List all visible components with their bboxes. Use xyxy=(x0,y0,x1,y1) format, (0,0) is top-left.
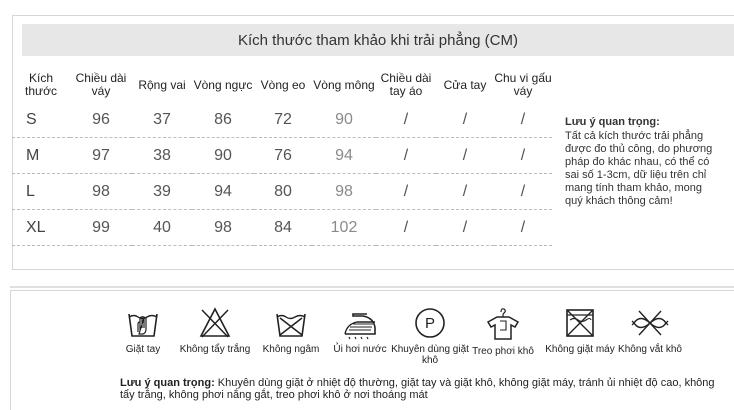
table-cell: 90 xyxy=(312,102,376,138)
table-cell: / xyxy=(436,210,494,246)
table-cell: 86 xyxy=(192,102,254,138)
table-cell: / xyxy=(436,138,494,174)
svg-text:P: P xyxy=(424,315,436,332)
care-item xyxy=(610,306,690,355)
measurement-note-text: Tất cả kích thước trải phẳng được đo thủ công, do phương pháp đo khác nhau, có thể có sai số 1-3cm, dữ liệu trên chỉ mang tính tham khảo, mong quý khách thông cảm! xyxy=(565,130,713,207)
care-item xyxy=(175,306,255,355)
header-bust: Vòng ngực xyxy=(193,77,253,92)
table-cell: 38 xyxy=(132,138,192,174)
no-soak-icon xyxy=(274,306,308,340)
table-cell: 102 xyxy=(312,210,376,246)
table-cell: / xyxy=(376,102,436,138)
care-label: Khuyên dùng giặt khô xyxy=(391,344,469,366)
table-cell: / xyxy=(494,174,552,210)
table-cell: 84 xyxy=(254,210,312,246)
table-row xyxy=(12,102,552,138)
table-row xyxy=(12,138,552,174)
table-cell: 98 xyxy=(192,210,254,246)
table-cell: / xyxy=(436,102,494,138)
table-cell: 72 xyxy=(254,102,312,138)
table-header-row xyxy=(12,68,552,102)
care-label: Không vắt khô xyxy=(618,344,682,355)
table-cell: / xyxy=(376,174,436,210)
table-cell: 40 xyxy=(132,210,192,246)
size-label: L xyxy=(12,174,70,210)
table-cell: 90 xyxy=(192,138,254,174)
table-cell: / xyxy=(376,210,436,246)
table-cell: / xyxy=(494,102,552,138)
table-cell: 98 xyxy=(70,174,132,210)
table-cell: 37 xyxy=(132,102,192,138)
table-cell: 39 xyxy=(132,174,192,210)
header-dress-length: Chiều dài váy xyxy=(75,71,127,98)
title-text: Kích thước tham khảo khi trải phẳng (CM) xyxy=(238,31,518,49)
size-label: M xyxy=(12,138,70,174)
no-bleach-icon xyxy=(198,306,232,340)
header-waist: Vòng eo xyxy=(260,77,306,92)
hang-dry-icon xyxy=(485,306,521,342)
care-item xyxy=(540,306,620,355)
size-label: XL xyxy=(12,210,70,246)
dry-clean-icon xyxy=(413,306,447,340)
table-cell: 96 xyxy=(70,102,132,138)
section-divider xyxy=(10,286,734,288)
care-item xyxy=(251,306,331,355)
care-note xyxy=(120,377,720,401)
measurement-note xyxy=(565,116,715,208)
table-row xyxy=(12,174,552,210)
table-cell: / xyxy=(494,210,552,246)
table-cell: / xyxy=(494,138,552,174)
header-cuff: Cửa tay xyxy=(443,77,487,92)
size-table xyxy=(12,68,552,246)
care-item xyxy=(390,306,470,366)
no-machine-wash-icon xyxy=(563,306,597,340)
size-label: S xyxy=(12,102,70,138)
header-shoulder: Rộng vai xyxy=(138,77,186,92)
care-item xyxy=(320,306,400,355)
care-label: Treo phơi khô xyxy=(472,346,534,357)
measurement-note-title: Lưu ý quan trọng: xyxy=(565,116,660,128)
care-label: Giặt tay xyxy=(125,344,161,355)
table-cell: 94 xyxy=(312,138,376,174)
care-label: Không giặt máy xyxy=(545,344,615,355)
table-cell: / xyxy=(436,174,494,210)
care-label: Không tẩy trắng xyxy=(179,344,251,355)
header-hip: Vòng mông xyxy=(313,77,375,92)
table-cell: 94 xyxy=(192,174,254,210)
care-label: Không ngâm xyxy=(262,344,320,355)
table-cell: 97 xyxy=(70,138,132,174)
table-cell: 98 xyxy=(312,174,376,210)
table-cell: 99 xyxy=(70,210,132,246)
header-sleeve-length: Chiều dài tay áo xyxy=(380,71,432,98)
care-note-title: Lưu ý quan trọng: xyxy=(120,377,215,389)
table-row xyxy=(12,210,552,246)
care-item xyxy=(463,306,543,357)
care-item xyxy=(103,306,183,355)
header-size: Kích thước xyxy=(25,71,57,98)
table-cell: 76 xyxy=(254,138,312,174)
table-cell: / xyxy=(376,138,436,174)
header-hem: Chu vi gấu váy xyxy=(494,71,552,98)
care-label: Ủi hơi nước xyxy=(333,344,387,355)
care-note-text: Khuyên dùng giặt ở nhiệt độ thường, giặt tay và giặt khô, không giặt máy, tránh ủi nhiệt độ cao, không tẩy trắng, không phơi nắng gắt, treo phơi khô ở nơi thoáng mát xyxy=(120,377,715,401)
table-cell: 80 xyxy=(254,174,312,210)
no-wring-icon xyxy=(630,306,670,340)
hand-wash-icon xyxy=(126,306,160,340)
steam-iron-icon xyxy=(341,306,379,340)
size-chart-title xyxy=(22,24,734,56)
